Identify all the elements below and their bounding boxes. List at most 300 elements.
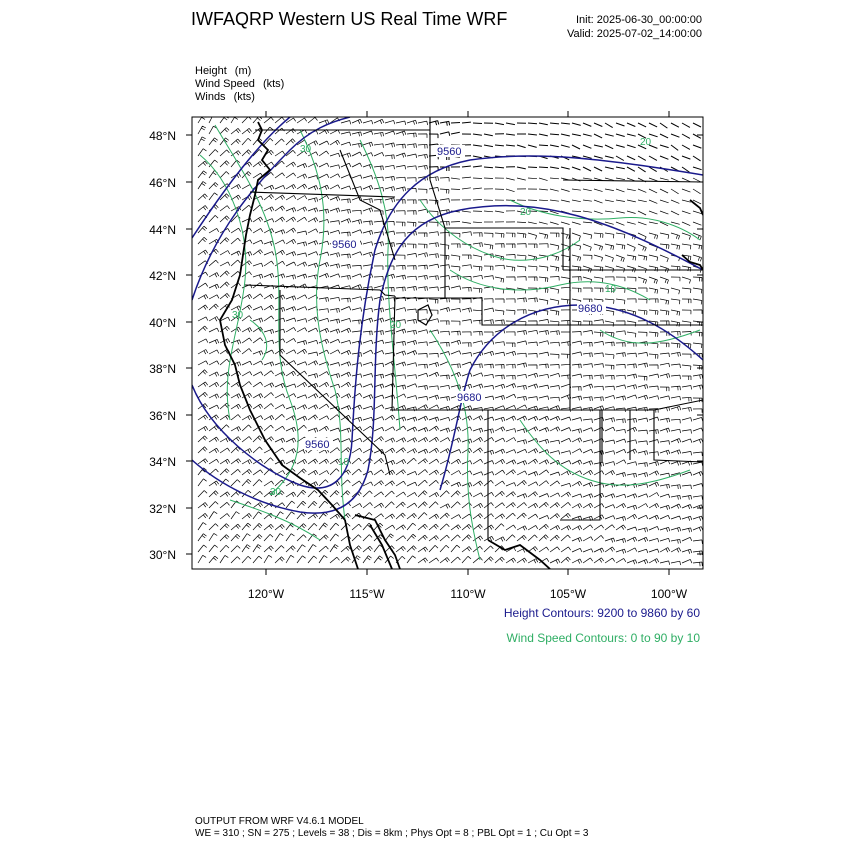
wind-barb bbox=[671, 211, 679, 215]
wind-barb bbox=[649, 189, 657, 193]
wind-barb bbox=[495, 438, 505, 442]
wind-barb bbox=[286, 327, 296, 332]
wind-barb bbox=[198, 370, 207, 376]
wind-label-3: 20 bbox=[520, 207, 532, 218]
wind-barb bbox=[671, 156, 679, 160]
wind-barb bbox=[495, 427, 505, 432]
wind-barb bbox=[220, 271, 229, 277]
wind-barb bbox=[561, 255, 570, 261]
wind-barb bbox=[352, 252, 362, 256]
wind-barb bbox=[275, 274, 285, 279]
wind-barb bbox=[231, 469, 240, 475]
wind-barb bbox=[484, 385, 494, 389]
wind-barb bbox=[638, 222, 647, 225]
wind-barb bbox=[363, 142, 373, 147]
wind-barb bbox=[286, 555, 294, 563]
wind-barb bbox=[275, 405, 285, 409]
wind-barb bbox=[308, 415, 318, 420]
wind-barb bbox=[330, 274, 340, 278]
wind-barb bbox=[396, 362, 406, 366]
wind-barb bbox=[374, 242, 384, 247]
wind-barb bbox=[495, 145, 504, 146]
wind-barb bbox=[495, 406, 505, 410]
wind-barb bbox=[220, 359, 229, 365]
wind-barb bbox=[594, 548, 604, 553]
wind-barb bbox=[495, 211, 504, 213]
wind-barb bbox=[407, 244, 416, 248]
lat-label-32: 32°N bbox=[149, 502, 176, 516]
wind-barb bbox=[561, 428, 571, 432]
wind-barb bbox=[418, 502, 427, 508]
wind-barb bbox=[605, 505, 615, 509]
wind-barb bbox=[594, 320, 604, 324]
wind-barb bbox=[473, 493, 483, 497]
wind-barb bbox=[605, 299, 614, 304]
wind-barb bbox=[407, 154, 417, 158]
wind-barb bbox=[198, 426, 208, 431]
lat-label-30: 30°N bbox=[149, 548, 176, 562]
wind-barb bbox=[583, 440, 593, 444]
wind-barb bbox=[627, 200, 636, 202]
wind-barb bbox=[319, 404, 329, 409]
wind-barb bbox=[572, 167, 581, 170]
wind-barb bbox=[473, 384, 483, 389]
wind-barb bbox=[583, 449, 593, 453]
wind-barb bbox=[671, 386, 680, 390]
wind-barb bbox=[264, 329, 274, 334]
wind-barb bbox=[396, 131, 406, 136]
wind-barb bbox=[330, 185, 340, 189]
wind-barb bbox=[198, 237, 207, 244]
wind-barb bbox=[473, 310, 482, 315]
wind-barb bbox=[286, 318, 296, 322]
wind-barb bbox=[627, 134, 636, 136]
wind-barb bbox=[638, 352, 648, 356]
wind-barb bbox=[638, 504, 648, 509]
wind-barb bbox=[627, 244, 635, 251]
wind-barb bbox=[451, 266, 460, 271]
wind-barb bbox=[308, 241, 318, 245]
wind-barb bbox=[286, 406, 296, 411]
wind-barb bbox=[297, 118, 307, 123]
height-contours bbox=[192, 117, 703, 513]
wind-barb bbox=[462, 493, 472, 497]
wind-barb bbox=[440, 189, 449, 194]
wind-barb bbox=[264, 241, 274, 246]
wind-barb bbox=[660, 134, 668, 138]
wind-barb bbox=[385, 131, 395, 135]
wind-barb bbox=[594, 277, 603, 282]
wind-barb bbox=[649, 386, 658, 390]
wind-barb bbox=[539, 439, 549, 443]
wind-barb bbox=[550, 288, 559, 294]
wind-barb bbox=[627, 156, 635, 160]
wind-barb bbox=[506, 503, 516, 509]
wind-barb bbox=[429, 264, 439, 268]
wind-barb bbox=[539, 319, 549, 323]
wind-barb bbox=[693, 145, 701, 148]
wind-barb bbox=[209, 284, 219, 289]
wind-barb bbox=[594, 364, 604, 368]
wind-barb bbox=[473, 255, 482, 261]
wind-barb bbox=[572, 352, 582, 356]
wind-barb bbox=[671, 364, 680, 368]
wind-barb bbox=[671, 123, 679, 127]
wind-barb bbox=[242, 460, 252, 465]
wind-barb bbox=[209, 491, 218, 497]
wind-barb bbox=[440, 397, 450, 401]
wind-barb bbox=[539, 266, 548, 271]
wind-barb bbox=[352, 175, 362, 179]
wind-barb bbox=[418, 354, 427, 358]
wind-barb bbox=[638, 463, 648, 467]
wind-barb bbox=[671, 450, 681, 455]
wind-barb bbox=[693, 496, 703, 500]
wind-barb bbox=[297, 207, 307, 212]
wind-barb bbox=[638, 395, 648, 399]
wind-barb bbox=[517, 266, 526, 271]
wind-barb bbox=[616, 385, 626, 389]
wind-barb bbox=[517, 535, 526, 541]
wind-barb bbox=[242, 361, 252, 365]
wind-barb bbox=[198, 182, 206, 190]
wind-barb bbox=[539, 515, 549, 519]
wind-barb bbox=[649, 211, 657, 214]
wind-barb bbox=[660, 178, 669, 180]
wind-barb bbox=[264, 305, 274, 310]
wind-barb bbox=[550, 342, 559, 346]
wind-barb bbox=[440, 132, 450, 136]
wind-barb bbox=[693, 516, 703, 521]
wind-barb bbox=[264, 415, 274, 420]
wind-barb bbox=[209, 512, 217, 520]
wind-barb bbox=[649, 559, 659, 564]
wind-barb bbox=[198, 126, 206, 134]
wind-barb bbox=[308, 514, 318, 519]
wind-barb bbox=[297, 328, 307, 332]
wind-barb bbox=[451, 471, 461, 476]
wind-barb bbox=[297, 184, 307, 189]
wind-barb bbox=[418, 535, 427, 541]
lat-label-44: 44°N bbox=[149, 223, 176, 237]
wind-barb bbox=[550, 233, 559, 237]
wind-barb bbox=[396, 265, 405, 269]
lat-label-38: 38°N bbox=[149, 362, 176, 376]
wind-barb bbox=[649, 526, 659, 530]
wind-barb bbox=[198, 305, 208, 310]
wind-barb bbox=[253, 512, 262, 519]
wind-barb bbox=[451, 372, 461, 377]
wind-barb bbox=[539, 145, 548, 146]
wind-barb bbox=[440, 375, 449, 379]
wind-barb bbox=[308, 459, 318, 464]
wind-barb bbox=[231, 251, 241, 256]
wind-barb bbox=[385, 120, 395, 124]
wind-barb bbox=[363, 331, 372, 335]
wind-barb bbox=[220, 502, 230, 508]
wind-barb bbox=[385, 298, 395, 302]
wind-barb bbox=[550, 365, 559, 369]
wind-barb bbox=[528, 503, 538, 508]
wind-barb bbox=[660, 299, 669, 305]
wind-barb bbox=[374, 514, 384, 519]
wind-barb bbox=[594, 535, 604, 541]
wind-barb bbox=[440, 417, 450, 421]
wind-barb bbox=[506, 375, 515, 379]
wind-barb bbox=[407, 253, 417, 257]
height-contour-legend: Height Contours: 9200 to 9860 by 60 bbox=[503, 606, 700, 620]
wind-barb bbox=[330, 297, 340, 301]
wind-barb bbox=[517, 374, 527, 378]
wind-barb bbox=[693, 332, 702, 336]
wind-barb bbox=[286, 217, 296, 222]
wind-barb bbox=[473, 437, 483, 442]
wind-barb bbox=[418, 265, 427, 269]
wind-barb bbox=[330, 523, 339, 530]
wind-barb bbox=[484, 308, 494, 312]
wind-barb bbox=[539, 385, 549, 389]
wind-barb bbox=[418, 134, 427, 138]
wind-barb bbox=[209, 295, 219, 299]
wind-barb bbox=[616, 503, 626, 508]
wind-barb bbox=[341, 557, 350, 563]
wind-barb bbox=[264, 219, 274, 223]
wind-barb bbox=[385, 438, 395, 443]
wind-barb bbox=[440, 504, 450, 509]
wind-barb bbox=[242, 479, 251, 486]
wind-barb bbox=[682, 528, 692, 532]
wind-barb bbox=[660, 255, 668, 262]
wind-barb bbox=[286, 275, 296, 280]
wind-barb bbox=[693, 439, 703, 444]
wind-barb bbox=[506, 364, 515, 368]
wind-barb bbox=[605, 462, 615, 466]
wind-barb bbox=[429, 243, 439, 247]
wind-barb bbox=[374, 417, 384, 421]
wind-barb bbox=[506, 189, 515, 192]
wind-barb bbox=[583, 461, 593, 466]
wind-barb bbox=[550, 134, 559, 135]
wind-barb bbox=[220, 282, 229, 288]
wind-barb bbox=[660, 353, 669, 357]
wind-barb bbox=[319, 141, 329, 145]
wind-barb bbox=[539, 364, 548, 368]
wind-barb bbox=[528, 525, 538, 530]
wind-barb bbox=[429, 448, 439, 453]
wind-barb bbox=[286, 492, 296, 497]
wind-barb bbox=[352, 230, 362, 234]
wind-barb bbox=[286, 307, 296, 312]
wind-barb bbox=[418, 480, 427, 486]
wind-barb bbox=[242, 128, 252, 134]
wind-barb bbox=[330, 534, 339, 541]
wind-barb bbox=[396, 459, 406, 464]
longitude-labels bbox=[248, 587, 688, 601]
wind-barb bbox=[528, 342, 537, 346]
wind-barb bbox=[539, 470, 549, 475]
height-label-4: 9680 bbox=[457, 392, 482, 404]
wind-barb bbox=[440, 438, 450, 442]
wind-barb bbox=[440, 535, 449, 541]
wind-barb bbox=[209, 481, 219, 486]
wind-barb bbox=[616, 449, 626, 453]
wind-barb bbox=[561, 483, 571, 487]
wind-barb bbox=[198, 447, 207, 453]
wind-barb bbox=[297, 545, 306, 552]
wind-barb bbox=[451, 178, 460, 179]
wind-barb bbox=[407, 351, 417, 356]
chart-title: IWFAQRP Western US Real Time WRF bbox=[191, 9, 508, 29]
wind-barb bbox=[407, 427, 417, 432]
field-winds: Winds (kts) bbox=[195, 91, 255, 103]
wind-barb bbox=[682, 134, 690, 138]
wind-barb bbox=[242, 382, 252, 388]
wind-barb bbox=[682, 376, 691, 380]
wind-barb bbox=[682, 505, 692, 510]
wind-barb bbox=[484, 429, 494, 434]
wind-barb bbox=[363, 274, 373, 279]
wind-barb bbox=[506, 525, 516, 530]
wind-barb bbox=[484, 450, 494, 454]
wind-barb bbox=[594, 515, 604, 520]
wind-barb bbox=[594, 558, 604, 563]
wind-barb bbox=[396, 470, 406, 475]
wind-barb bbox=[605, 134, 614, 136]
wind-barb bbox=[594, 145, 603, 147]
wind-barb bbox=[517, 233, 526, 238]
wind-barb bbox=[583, 266, 592, 273]
wind-barb bbox=[583, 384, 593, 389]
wind-barb bbox=[627, 427, 637, 432]
wind-barb bbox=[517, 331, 527, 335]
wind-barb bbox=[363, 176, 373, 180]
wind-barb bbox=[319, 372, 329, 376]
wind-barb bbox=[385, 534, 394, 541]
wind-barb bbox=[671, 189, 679, 194]
wind-barb bbox=[583, 482, 593, 487]
wind-barb bbox=[539, 396, 549, 400]
wind-barb bbox=[484, 374, 494, 378]
wind-barb bbox=[638, 418, 648, 422]
wind-barb bbox=[396, 525, 406, 530]
wind-barb bbox=[264, 425, 273, 431]
wind-barb bbox=[506, 123, 515, 125]
wind-barb bbox=[528, 365, 537, 369]
wind-barb bbox=[660, 145, 669, 148]
wind-barb bbox=[616, 233, 625, 238]
wind-barb bbox=[374, 395, 384, 399]
wind-barb bbox=[627, 473, 637, 477]
wind-barb bbox=[418, 449, 428, 454]
wind-barb bbox=[561, 233, 570, 239]
wind-barb bbox=[242, 425, 251, 431]
wind-barb bbox=[396, 144, 405, 148]
wind-barb bbox=[374, 331, 384, 335]
wind-barb bbox=[352, 274, 362, 278]
wind-barb bbox=[660, 233, 669, 239]
wind-barb bbox=[198, 415, 208, 420]
wind-barb bbox=[484, 244, 493, 249]
wind-barb bbox=[550, 427, 560, 432]
wind-barb bbox=[693, 452, 702, 456]
wind-barb bbox=[572, 222, 581, 225]
wind-barb bbox=[319, 318, 329, 322]
wind-barb bbox=[638, 494, 648, 498]
wind-barb bbox=[528, 373, 538, 377]
wind-barb bbox=[638, 549, 648, 553]
wind-barb bbox=[198, 283, 208, 288]
wind-barb bbox=[539, 416, 549, 421]
wind-barb bbox=[660, 211, 668, 214]
wind-barb bbox=[473, 243, 483, 247]
wind-barb bbox=[374, 503, 384, 508]
wind-barb bbox=[594, 504, 604, 508]
wind-barb bbox=[638, 332, 647, 336]
wind-barb bbox=[231, 139, 240, 145]
wind-barb bbox=[605, 547, 615, 552]
wind-barb bbox=[440, 449, 450, 454]
wind-barb bbox=[330, 514, 340, 519]
wind-barb bbox=[660, 494, 670, 498]
wind-barb bbox=[209, 405, 219, 409]
wind-barb bbox=[594, 200, 603, 203]
wind-barb bbox=[209, 215, 218, 222]
wind-barb bbox=[220, 535, 229, 541]
wind-barb bbox=[330, 208, 340, 213]
wind-barb bbox=[484, 437, 494, 442]
wind-barb bbox=[594, 493, 604, 498]
wind-barb bbox=[517, 277, 526, 281]
lon-label-120: 120°W bbox=[247, 587, 285, 601]
wind-barb bbox=[605, 342, 614, 346]
wind-barb bbox=[627, 353, 636, 357]
wind-barb bbox=[209, 524, 218, 530]
wind-label-6: 10 bbox=[338, 457, 350, 468]
wind-barb bbox=[352, 503, 362, 508]
wind-barb bbox=[253, 263, 263, 267]
wind-barb bbox=[385, 143, 395, 147]
wind-barb bbox=[407, 276, 416, 280]
wind-barb bbox=[220, 161, 229, 167]
wind-barb bbox=[220, 150, 229, 156]
wind-barb bbox=[429, 405, 439, 409]
great-salt-lake bbox=[418, 305, 432, 325]
wind-barb bbox=[473, 178, 482, 179]
wind-barb bbox=[693, 244, 702, 250]
wind-barb bbox=[198, 171, 207, 178]
wind-barb bbox=[550, 222, 559, 225]
wind-barb bbox=[616, 343, 625, 347]
wind-barb bbox=[242, 261, 252, 266]
wind-barb bbox=[275, 372, 285, 377]
wind-barb bbox=[583, 419, 592, 423]
wind-barb bbox=[363, 242, 373, 246]
wind-label-2: 30 bbox=[232, 310, 244, 321]
wind-barb bbox=[583, 428, 593, 432]
wind-barb bbox=[231, 534, 240, 541]
wind-barb bbox=[451, 299, 460, 303]
wind-barb bbox=[297, 349, 307, 354]
wind-barb bbox=[473, 233, 482, 237]
wind-barb bbox=[352, 458, 361, 464]
wind-barb bbox=[418, 364, 427, 368]
wind-barb bbox=[363, 252, 373, 257]
wind-barb bbox=[594, 332, 603, 337]
wind-barb bbox=[297, 231, 307, 235]
wind-barb bbox=[528, 167, 537, 168]
wind-barb bbox=[275, 557, 284, 563]
wind-barb bbox=[649, 266, 658, 272]
